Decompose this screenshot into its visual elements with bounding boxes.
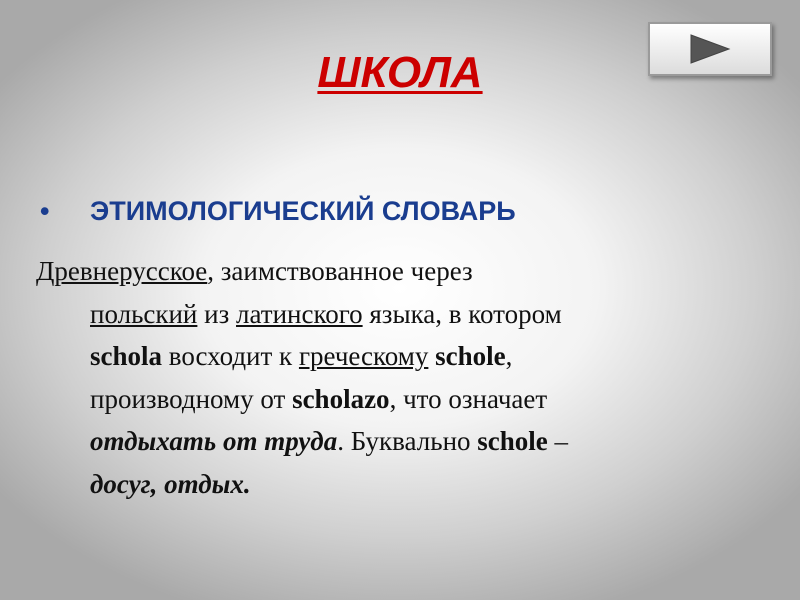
text-run: . Буквально: [337, 426, 478, 456]
word-link[interactable]: латинского: [236, 298, 363, 329]
latin-term: schola: [90, 341, 163, 371]
play-triangle-icon: [689, 34, 731, 64]
meaning-phrase: отдыхать от труда: [90, 426, 338, 456]
slide-title: ШКОЛА: [317, 48, 483, 97]
text-run: ,: [505, 341, 513, 371]
greek-term: schole: [477, 426, 548, 456]
text-run: восходит к: [162, 341, 299, 371]
text-run: языка, в котором: [362, 298, 562, 329]
word-link[interactable]: Древнерусское: [36, 256, 208, 286]
text-run: , заимствованное через: [207, 256, 473, 286]
greek-term: scholazo: [292, 383, 390, 414]
etymology-paragraph: [36, 250, 756, 505]
bullet-symbol: •: [40, 196, 50, 226]
word-link[interactable]: греческому: [298, 341, 429, 371]
text-run: из: [197, 298, 237, 329]
word-link[interactable]: польский: [90, 298, 198, 329]
text-run: –: [547, 426, 569, 456]
next-slide-button[interactable]: [648, 22, 772, 76]
meaning-phrase: досуг, отдых.: [90, 468, 251, 499]
text-run: , что означает: [389, 383, 548, 414]
text-run: производному от: [90, 383, 293, 414]
bullet-item: [40, 196, 780, 227]
greek-term: schole: [435, 341, 506, 371]
bullet-text: ЭТИМОЛОГИЧЕСКИЙ СЛОВАРЬ: [90, 196, 516, 226]
